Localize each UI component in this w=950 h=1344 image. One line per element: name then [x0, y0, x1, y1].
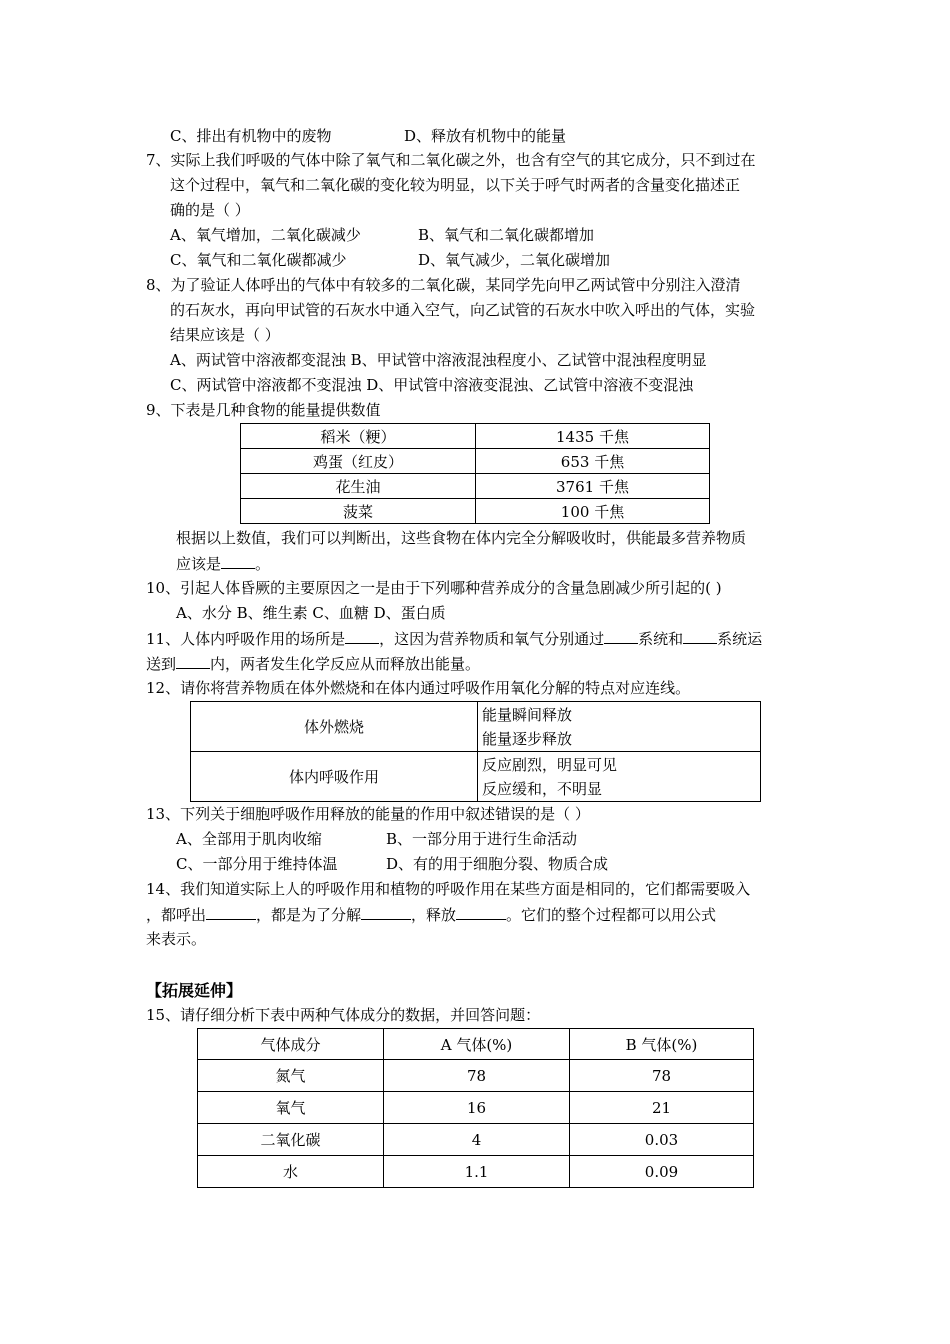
table-row [198, 1156, 754, 1188]
q12-left-item[interactable]: 体外燃烧 [191, 702, 478, 752]
table-row [241, 499, 710, 524]
section-title: 【拓展延伸】 [146, 981, 243, 1000]
gas-b-value: 0.03 [570, 1124, 754, 1156]
table-row [191, 702, 761, 752]
answer-blank[interactable] [683, 627, 717, 644]
table-row [191, 752, 761, 802]
answer-blank[interactable] [361, 903, 411, 920]
q7-stem-line-1: 7、实际上我们呼吸的气体中除了氧气和二氧化碳之外，也含有空气的其它成分，只不到过在 [146, 151, 756, 169]
q8-stem-line-3: 结果应该是（ ） [170, 326, 280, 344]
q7-stem-line-3: 确的是（ ） [170, 201, 250, 219]
q14-text: 。它们的整个过程都可以用公式 [506, 906, 717, 924]
answer-blank[interactable] [206, 903, 256, 920]
food-energy: 100 千焦 [476, 499, 710, 524]
food-name: 菠菜 [241, 499, 476, 524]
q8-options-ab: A、两试管中溶液都变混浊 B、甲试管中溶液混浊程度小、乙试管中混浊程度明显 [170, 351, 707, 369]
q9-title: 9、下表是几种食物的能量提供数值 [146, 401, 381, 419]
q14-text: ，都是为了分解 [256, 906, 362, 924]
q14-line-2 [146, 903, 716, 926]
answer-blank[interactable] [604, 627, 638, 644]
q12-right-cell [478, 752, 761, 802]
q11-text: 送到 [146, 655, 177, 673]
q13-option-b: B、一部分用于进行生命活动 [386, 830, 578, 848]
food-energy: 3761 千焦 [476, 474, 710, 499]
gas-b-value: 78 [570, 1060, 754, 1092]
q14-text: ，释放 [411, 906, 457, 924]
q9-text: 应该是 [176, 555, 222, 573]
food-name: 鸡蛋（红皮） [241, 449, 476, 474]
food-energy: 653 千焦 [476, 449, 710, 474]
q11-text: 内，两者发生化学反应从而释放出能量。 [210, 655, 481, 673]
q12-right-item[interactable]: 反应剧烈，明显可见 [482, 755, 618, 774]
q8-stem-line-2: 的石灰水，再向甲试管的石灰水中通入空气，向乙试管的石灰水中吹入呼出的气体，实验 [170, 301, 756, 319]
q14-line-1: 14、我们知道实际上人的呼吸作用和植物的呼吸作用在某些方面是相同的，它们都需要吸入 [146, 880, 751, 898]
food-energy: 1435 千焦 [476, 424, 710, 449]
table-row [241, 449, 710, 474]
gas-a-value: 16 [384, 1092, 570, 1124]
q9-text: 。 [255, 555, 271, 573]
answer-blank[interactable] [456, 903, 506, 920]
q11-line-2 [146, 652, 480, 675]
q14-line-3: 来表示。 [146, 930, 207, 948]
table-row [241, 474, 710, 499]
gas-a-value: 4 [384, 1124, 570, 1156]
q12-right-item[interactable]: 能量逐步释放 [482, 729, 573, 748]
gas-a-value: 1.1 [384, 1156, 570, 1188]
q10-options: A、水分 B、维生素 C、血糖 D、蛋白质 [176, 604, 446, 622]
q15-stem: 15、请仔细分析下表中两种气体成分的数据，并回答问题： [146, 1006, 541, 1024]
q7-option-b: B、氧气和二氧化碳都增加 [418, 226, 595, 244]
gas-name: 氧气 [198, 1092, 384, 1124]
gas-name: 二氧化碳 [198, 1124, 384, 1156]
q14-text: ，都呼出 [146, 906, 207, 924]
q15-gas-table [197, 1028, 754, 1188]
food-name: 稻米（粳） [241, 424, 476, 449]
q12-left-item[interactable]: 体内呼吸作用 [191, 752, 478, 802]
q12-right-item[interactable]: 能量瞬间释放 [482, 705, 573, 724]
q12-right-cell [478, 702, 761, 752]
q7-option-a: A、氧气增加，二氧化碳减少 [170, 226, 361, 244]
answer-blank[interactable] [176, 652, 210, 669]
column-header: A 气体(%) [384, 1029, 570, 1060]
gas-b-value: 0.09 [570, 1156, 754, 1188]
q6-option-c: C、排出有机物中的废物 [170, 127, 332, 145]
table-header-row [198, 1029, 754, 1060]
q10-stem: 10、引起人体昏厥的主要原因之一是由于下列哪种营养成分的含量急剧减少所引起的( ) [146, 579, 722, 597]
column-header: B 气体(%) [570, 1029, 754, 1060]
q13-option-a: A、全部用于肌肉收缩 [176, 830, 322, 848]
q13-option-c: C、一部分用于维持体温 [176, 855, 338, 873]
q12-right-item[interactable]: 反应缓和，不明显 [482, 779, 603, 798]
q8-stem-line-1: 8、为了验证人体呼出的气体中有较多的二氧化碳，某同学先向甲乙两试管中分别注入澄清 [146, 276, 741, 294]
gas-name: 氮气 [198, 1060, 384, 1092]
table-row [198, 1124, 754, 1156]
q12-matching-table [190, 701, 761, 802]
q11-text: 系统运 [717, 630, 763, 648]
q11-text: 系统和 [638, 630, 684, 648]
q9-followup-line-2 [176, 552, 270, 575]
column-header: 气体成分 [198, 1029, 384, 1060]
q12-stem: 12、请你将营养物质在体外燃烧和在体内通过呼吸作用氧化分解的特点对应连线。 [146, 679, 691, 697]
q7-stem-line-2: 这个过程中，氧气和二氧化碳的变化较为明显，以下关于呼气时两者的含量变化描述正 [170, 176, 741, 194]
q6-option-d: D、释放有机物中的能量 [404, 127, 567, 145]
answer-blank[interactable] [345, 627, 379, 644]
food-name: 花生油 [241, 474, 476, 499]
answer-blank[interactable] [221, 552, 255, 569]
q7-option-d: D、氧气减少，二氧化碳增加 [418, 251, 611, 269]
q13-stem: 13、下列关于细胞呼吸作用释放的能量的作用中叙述错误的是（ ） [146, 805, 590, 823]
gas-name: 水 [198, 1156, 384, 1188]
q9-food-energy-table [240, 423, 710, 524]
table-row [198, 1060, 754, 1092]
q13-option-d: D、有的用于细胞分裂、物质合成 [386, 855, 609, 873]
q8-options-cd: C、两试管中溶液都不变混浊 D、甲试管中溶液变混浊、乙试管中溶液不变混浊 [170, 376, 694, 394]
gas-a-value: 78 [384, 1060, 570, 1092]
q11-line-1 [146, 627, 762, 650]
table-row [241, 424, 710, 449]
q11-text: ，这因为营养物质和氧气分别通过 [379, 630, 605, 648]
q11-text: 11、人体内呼吸作用的场所是 [146, 630, 346, 648]
q9-followup-line-1: 根据以上数值，我们可以判断出，这些食物在体内完全分解吸收时，供能最多营养物质 [176, 529, 747, 547]
q7-option-c: C、氧气和二氧化碳都减少 [170, 251, 347, 269]
table-row [198, 1092, 754, 1124]
gas-b-value: 21 [570, 1092, 754, 1124]
